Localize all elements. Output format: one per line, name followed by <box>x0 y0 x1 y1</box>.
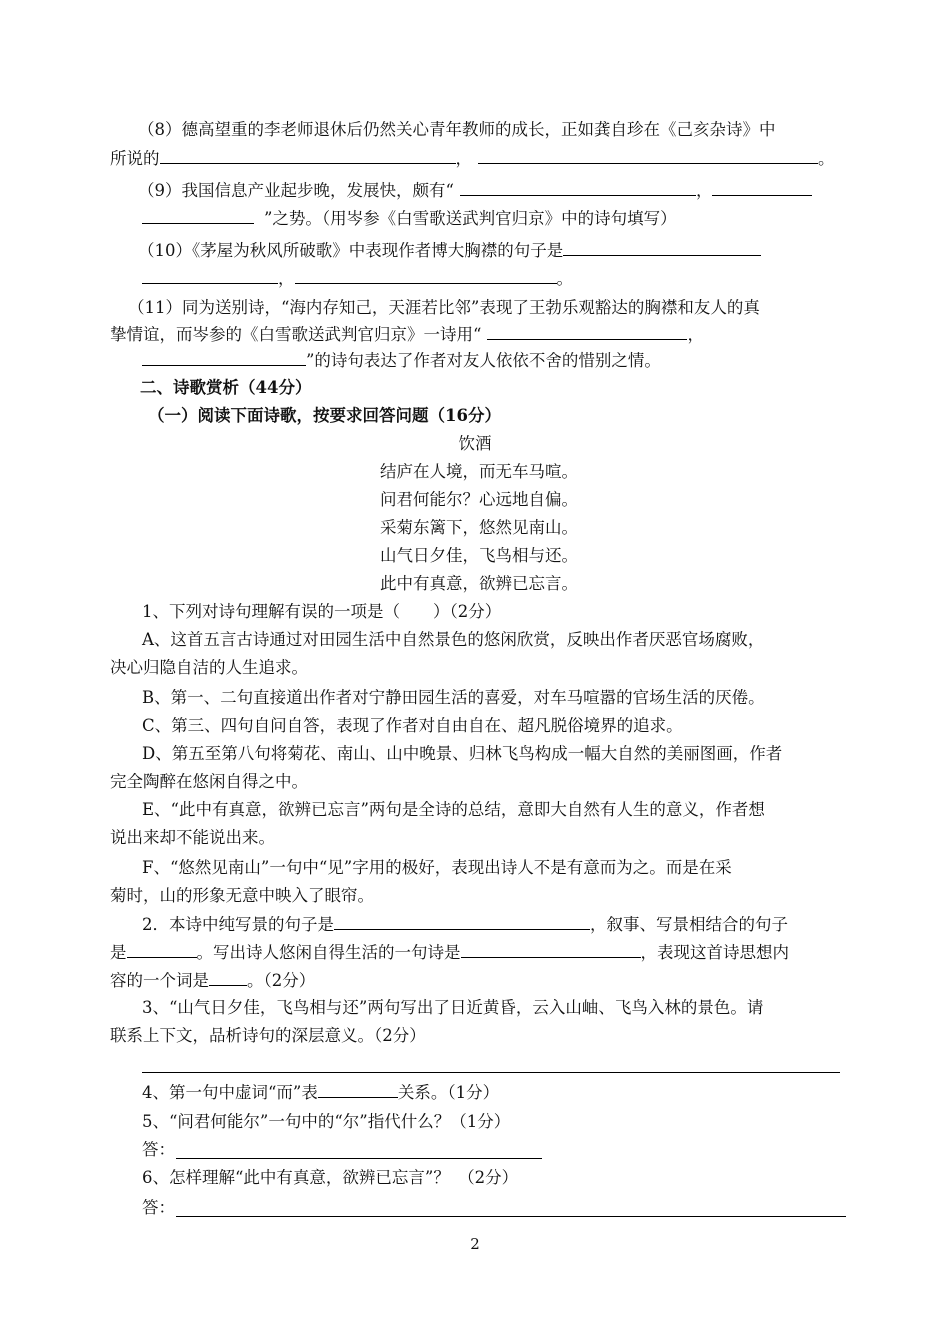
q1-option-b: B、第一、二句直接道出作者对宁静田园生活的喜爱，对车马喧嚣的官场生活的厌倦。 <box>142 688 765 707</box>
q1-option-e-cont: 说出来却不能说出来。 <box>110 828 275 847</box>
q10-line1-text: （10）《茅屋为秋风所破歌》中表现作者博大胸襟的句子是 <box>138 241 564 260</box>
q2-line2-end: ，表现这首诗思想内 <box>640 943 789 962</box>
q8-line2 <box>110 146 835 171</box>
q2-line2-mid: 。写出诗人悠闲自得生活的一句诗是 <box>196 943 461 962</box>
q10-comma: ， <box>278 269 295 288</box>
q9-blank-1[interactable] <box>460 178 696 196</box>
q2-line3-start: 容的一个词是 <box>110 971 209 990</box>
q4-blank[interactable] <box>318 1080 398 1098</box>
subsection-heading: （一）阅读下面诗歌，按要求回答问题（16分） <box>148 406 501 425</box>
q11-line2 <box>110 322 704 347</box>
q1-option-d: D、第五至第八句将菊花、南山、山中晚景、归林飞鸟构成一幅大自然的美丽图画，作者 <box>142 744 783 763</box>
q2-line1-start: 2．本诗中纯写景的句子是 <box>142 915 334 934</box>
q2-blank-2[interactable] <box>127 940 197 958</box>
q4-line <box>142 1080 499 1105</box>
q4-end: 关系。（1分） <box>397 1083 500 1102</box>
q5-answer-line[interactable] <box>176 1158 542 1159</box>
q2-line1 <box>142 912 788 937</box>
q11-blank-2[interactable] <box>142 348 306 366</box>
q11-line1: （11）同为送别诗，“海内存知己，天涯若比邻”表现了王勃乐观豁达的胸襟和友人的真 <box>128 298 760 317</box>
q9-line1 <box>138 178 812 203</box>
q9-line2-end: ”之势。（用岑参《白雪歌送武判官归京》中的诗句填写） <box>264 209 677 228</box>
q6-stem: 6、怎样理解“此中有真意，欲辨已忘言”？ （2分） <box>142 1168 519 1187</box>
q2-blank-1[interactable] <box>334 912 590 930</box>
q1-option-a: A、这首五言古诗通过对田园生活中自然景色的悠闲欣赏，反映出作者厌恶官场腐败， <box>142 630 765 649</box>
q9-line1-start: （9）我国信息产业起步晚，发展快，颇有“ <box>138 181 454 200</box>
q11-line2-start: 挚情谊，而岑参的《白雪歌送武判官归京》一诗用“ <box>110 325 482 344</box>
q9-blank-2[interactable] <box>712 178 812 196</box>
q1-option-e: E、“此中有真意，欲辨已忘言”两句是全诗的总结，意即大自然有人生的意义，作者想 <box>142 800 765 819</box>
q8-blank-1[interactable] <box>160 146 456 164</box>
q8-line2-start: 所说的 <box>110 149 160 168</box>
poem-line: 采菊东篱下，悠然见南山。 <box>380 518 578 537</box>
q10-blank-1[interactable] <box>563 238 761 256</box>
q3-line2: 联系上下文，品析诗句的深层意义。（2分） <box>110 1026 426 1045</box>
q2-blank-4[interactable] <box>209 968 247 986</box>
q5-stem: 5、“问君何能尔”一句中的“尔”指代什么？（1分） <box>142 1112 511 1131</box>
poem-line: 结庐在人境，而无车马喧。 <box>380 462 578 481</box>
q9-comma: ， <box>695 181 713 200</box>
q6-answer-line[interactable] <box>176 1216 846 1217</box>
q10-blank-2[interactable] <box>142 266 278 284</box>
q2-line2 <box>110 940 789 965</box>
q11-line3 <box>142 348 661 373</box>
q5-answer-label: 答： <box>142 1140 175 1159</box>
q2-line2-start: 是 <box>110 943 127 962</box>
q2-line3-end: 。（2分） <box>247 971 316 990</box>
q2-line3 <box>110 968 315 993</box>
q8-blank-2[interactable] <box>478 146 818 164</box>
q11-blank-1[interactable] <box>487 322 687 340</box>
q1-option-f-cont: 菊时，山的形象无意中映入了眼帘。 <box>110 886 374 905</box>
page-number: 2 <box>470 1235 480 1253</box>
q2-line1-end: ，叙事、写景相结合的句子 <box>590 915 788 934</box>
poem-line: 山气日夕佳，飞鸟相与还。 <box>380 546 578 565</box>
q3-answer-line[interactable] <box>142 1072 840 1073</box>
q8-line1: （8）德高望重的李老师退休后仍然关心青年教师的成长，正如龚自珍在《己亥杂诗》中 <box>138 120 776 139</box>
q11-line3-end: ”的诗句表达了作者对友人依依不舍的惜别之情。 <box>306 351 661 370</box>
q9-line2 <box>142 206 677 231</box>
q1-option-f: F、“悠然见南山”一句中“见”字用的极好，表现出诗人不是有意而为之。而是在采 <box>142 858 732 877</box>
q10-line1 <box>138 238 761 263</box>
q10-line2 <box>142 266 573 291</box>
q3-line1: 3、“山气日夕佳，飞鸟相与还”两句写出了日近黄昏，云入山岫、飞鸟入林的景色。请 <box>142 998 764 1017</box>
q11-comma: ， <box>687 325 704 344</box>
q1-option-a-cont: 决心归隐自洁的人生追求。 <box>110 658 308 677</box>
q10-blank-3[interactable] <box>295 266 557 284</box>
q8-period: 。 <box>818 149 835 168</box>
q1-option-c: C、第三、四句自问自答，表现了作者对自由自在、超凡脱俗境界的追求。 <box>142 716 683 735</box>
q10-period: 。 <box>556 269 573 288</box>
poem-line: 此中有真意，欲辨已忘言。 <box>380 574 578 593</box>
q4-start: 4、第一句中虚词“而”表 <box>142 1083 318 1102</box>
poem-line: 问君何能尔？心远地自偏。 <box>380 490 578 509</box>
q8-comma: ， <box>455 149 472 168</box>
poem-title: 饮酒 <box>458 434 492 453</box>
q6-answer-label: 答： <box>142 1198 175 1217</box>
section-heading: 二、诗歌赏析（44分） <box>140 378 312 397</box>
q1-option-d-cont: 完全陶醉在悠闲自得之中。 <box>110 772 308 791</box>
q9-blank-3[interactable] <box>142 206 254 224</box>
q2-blank-3[interactable] <box>461 940 641 958</box>
q1-stem: 1、下列对诗句理解有误的一项是（ ）（2分） <box>142 602 502 621</box>
